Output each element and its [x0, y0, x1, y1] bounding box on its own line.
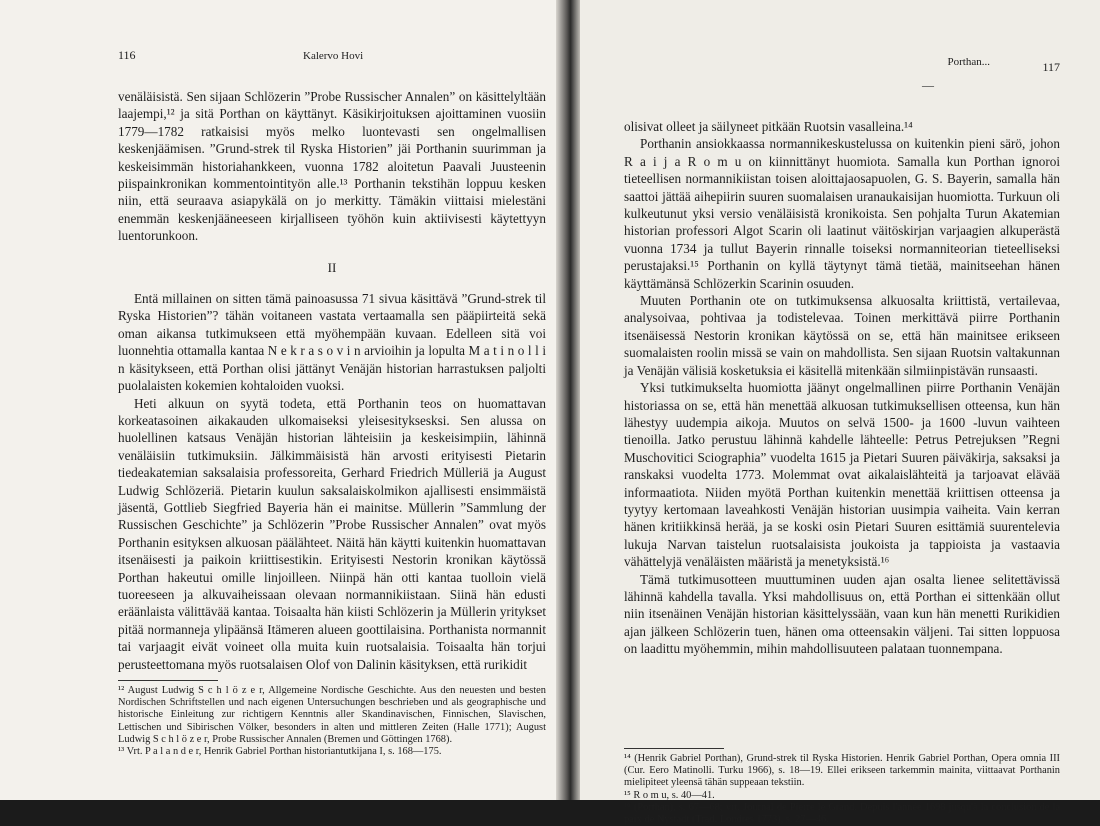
paragraph: Muuten Porthanin ote on tutkimuksensa alkuosalta kriittistä, vertailevaa, analysoivaa, pohtivaa ja todistelevaa. Toinen merkittävä piirre Porthanin itsenäisessä Nestorin kronikan käytössä on se, että hän mainitsee erikseen suomalaisten roolin missä se vain on mahdollista. Sen sijaan Ruotsin valtakunnan ja Venäjän välisiä kosketuksia ei käsitellä mitenkään silmiinpistävän runsaasti.	[624, 293, 1060, 378]
footnote-rule	[118, 680, 218, 681]
section-heading: II	[327, 259, 337, 275]
left-page-number: 116	[118, 48, 136, 62]
paragraph: Yksi tutkimukselta huomiotta jäänyt ongelmallinen piirre Porthanin Venäjän historiassa on se, että hän menettää alkuosan tutkimuksellisen otteensa, kun hän lähestyy uudempia aikoja. Muutos on selvä 1500- ja 1600 -luvun vaihteen tienoilla. Jatko perustuu lähinnä kahdelle lähteelle: Petrus Petrejuksen ”Regni Muschovitici Sciographia” vuodelta 1615 ja Pietari Suuren päiväkirja, saksaksi ja ranskaksi vuodelta 1773. Molemmat ovat aikalaislähteitä ja tarjoavat elävää informaatiota. Niiden myötä Porthan kuitenkin menettää kriittisen otteensa ja tyytyy kertomaan laveahkosti Venäjän historian uusimpia vaiheita. Vain kerran hänen kritiikkinsä herää, ja se koski osin Pietari Suuren esittämiä suurentelevia lukuja Narvan taistelun ruotsalaisista joukoista ja tappioista ja vastaavia vähättelyjä venäläisten määristä ja menetyksistä.¹⁶	[624, 380, 1060, 570]
right-running-head: Porthan...	[947, 56, 990, 68]
right-body-text	[624, 118, 1060, 738]
left-footnotes	[118, 685, 546, 758]
left-body-text	[118, 88, 546, 670]
footnote: ¹² August Ludwig S c h l ö z e r, Allgemeine Nordische Geschichte. Aus den neuesten und besten Nordischen Schriftstellen und nach eigenen Untersuchungen beschrieben und als geographische und historische Einleitung zur richtigern Kenntnis aller Skandinavischen, Finnischen, Slavischen, Lettischen und Sibirischen Völker, besonders in alten und mittleren Zeiten (Halle 1771); August Ludwig S c h l ö z e r, Probe Russischer Annalen (Bremen und Göttingen 1768).	[118, 685, 546, 745]
left-page-header	[118, 48, 546, 88]
paragraph: Entä millainen on sitten tämä painoasussa 71 sivua käsittävä ”Grund-strek til Ryska Historien”? tähän voitaneen vastata vertaamalla sen pääpiirteitä sekä oman aikansa tutkimukseen että myöhempään kuvaan. Edelleen sitä voi luonnehtia ottamalla kantaa N e k r a s o v i n arvioihin ja lopulta M a t i n o l l i n käsitykseen, että Porthan olisi jättänyt Venäjän historian harrastuksen paljolti puolalaisten kokemien kohtaloiden vuoksi.	[118, 291, 546, 394]
paragraph: Porthanin ansiokkaassa normannikeskustelussa on kuitenkin pieni särö, johon R a i j a R o m u on kiinnittänyt huomiota. Samalla kun Porthan ignoroi tieteellisen normannikiistan toisen aloittajaosapuolen, G. S. Bayerin, samalla hän saattoi jättää aihepiirin suuren suomalaisen uranaukaisijan huomiotta. Turkuun oli kulkeutunut yksi versio venäläisistä kronikoista. Sen pohjalta Turun Akatemian historian professori Algot Scarin oli laatinut väitöskirjan varjaagien alkuperästä vuonna 1734 ja tullut Bayerin rinnalle toiseksi normanniteorian tieteelliseksi perustajaksi.¹⁵ Porthanin on kyllä täytynyt tämä tietää, mainitseehan hänen käyttämänsä Schlözerkin Scarinin osuuden.	[624, 136, 1060, 291]
paragraph: Heti alkuun on syytä todeta, että Porthanin teos on huomattavan korkeatasoinen aikakauden ulkomaiseksi yleisesityksesksi. Sen alussa on huolellinen katsaus Venäjän historian lähteisiin ja keskeisimpiin, lähinnä venäläisiin tutkimuksiin. Jälkimmäisistä hän arvosti erityisesti Pietarin tiedeakatemian saksalaisia professoreita, Gerhard Friedrich Mülleriä ja August Ludwig Schlözeriä. Pietarin kuulun saksalaiskolmikon ajallisesti ensimmäistä jäsentä, Gottlieb Siegfried Bayeria hän ei mainitse. Müllerin ”Sammlung der Russischen Geschichte” ja Schlözerin ”Probe Russischer Annalen” ovat myös Porthanin esityksen alkuosan päälähteet. Näitä hän käytti kuitenkin huomattavan itsenäisesti ja paikoin kriittisestikin. Erityisesti Nestorin kronikan käytössä Porthan hakeutui omille linjoilleen. Niinpä hän otti kantaa tuolloin vielä tuoreeseen ja alkuvaiheissaan olevaan normannikiistaan. Siinä hän edusti eräänlaista välittävää kantaa. Toisaalta hän kiisti Schlözerin ja Müllerin yritykset pitää normanneja ylipäänsä Itämeren alueen goottilaisina. Porthanista normannit tai varjaagit eivät voineet olla muita kuin ruotsalaisia. Toisaalta hän torjui perusteettomana myös ruotsalaisen Olof von Dalinin käsityksen, että rurikidit	[118, 395, 546, 672]
footnote: ¹³ Vrt. P a l a n d e r, Henrik Gabriel Porthan historiantutkijana I, s. 168—175.	[118, 746, 442, 758]
footnote: ¹⁵ R o m u, s. 40—41.	[624, 789, 715, 801]
right-page-header	[624, 56, 1060, 96]
paragraph: venäläisistä. Sen sijaan Schlözerin ”Probe Russischer Annalen” on käsittelyltään laajempi,¹² ja sitä Porthan on käyttänyt. Käsikirjoituksen ajoittaminen vuosiin 1779—1782 ratkaisisi myös melko luontevasti sen ongelmallisen keskenjäämisen. ”Grund-strek til Ryska Historien” jäi Porthanin suurimman ja keskeisimmän historiahankkeen, vuonna 1782 aloitetun Paavali Juusteenin piispainkronikan kommentointityön alle.¹³ Porthanin tekstihän loppuu kesken niin, että seuraava asiapykälä on jo merkitty. Tämäkin viittaisi mielestäni enemmän keskenjääneeseen kirjalliseen työhön kuin aktiivisesti käytettyyn luentorunkoon.	[118, 89, 546, 244]
right-page	[580, 0, 1100, 826]
footnote: ¹⁴ (Henrik Gabriel Porthan), Grund-strek til Ryska Historien. Henrik Gabriel Porthan, Opera omnia III (Cur. Eero Matinolli. Turku 1966), s. 18—19. Ellei erikseen tarkemmin mainita, viittaavat Porthanin mielipiteet yleensä tähän suppeaan tekstiin.	[624, 753, 1060, 789]
footnote-rule	[624, 748, 724, 749]
left-page	[0, 0, 556, 800]
paragraph: Tämä tutkimusotteen muuttuminen uuden ajan osalta lienee selitettävissä lähinnä kahdella tavalla. Yksi mahdollisuus on, että Porthan ei sittenkään ollut niin itsenäinen Venäjän historian käsittelyssään, vaan kun hän menetti Rurikidien ajan jälkeen Schlözerin tuen, hänen oma otteensakin väljeni. Tai sitten loppuosa on laadittu myöhemmin, mihin mahdollisuuteen palataan tuonnempana.	[624, 571, 1060, 657]
header-dash: —	[922, 78, 934, 92]
left-running-head: Kalervo Hovi	[303, 50, 364, 62]
paragraph: olisivat olleet ja säilyneet pitkään Ruotsin vasalleina.¹⁴	[624, 119, 913, 134]
right-page-number: 117	[1042, 60, 1060, 74]
footnote: ¹⁶ (Porthan), s. 67—68; vrt. Journal de Pierre le Grand. Depuis l'année 1698 jusqu'à la conclusion de la paix de Nystadt (Trad. Londres 1773), s. 27—46.	[624, 801, 1060, 826]
book-gutter	[556, 0, 580, 800]
right-footnotes	[624, 753, 1060, 826]
